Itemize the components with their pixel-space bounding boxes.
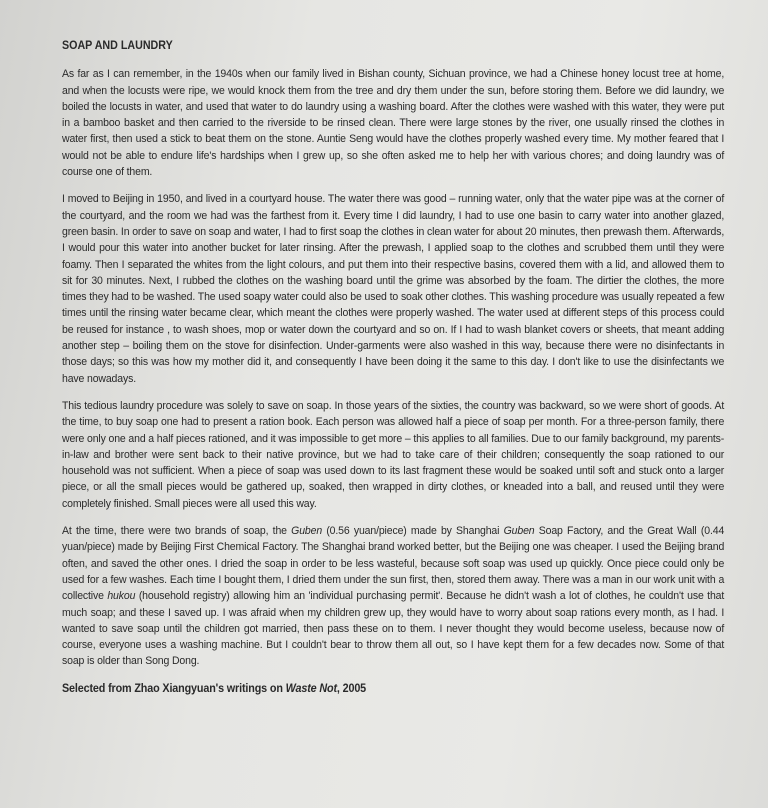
text-panel — [62, 38, 724, 697]
paragraph-1 — [62, 66, 724, 180]
paragraph-4 — [62, 523, 724, 670]
text-run: (0.56 yuan/piece) made by Shanghai — [322, 525, 504, 538]
credit-work-title: Waste Not — [285, 681, 337, 695]
credit-suffix: , 2005 — [336, 681, 367, 695]
text-run: This tedious laundry procedure was solely to save on soap. In those years of the sixties, the country was backward, so we were short of goods. At the time, to buy soap one had to present a ration book. Each person was allowed half a piece of soap per month. For a three-person family, there were only one and a half pieces rationed, and it was impossible to get more – this applies to all families. Due to our family background, my parents-in-law and brother were sent back to their native province, but we had to take care of their children; consequently the soap rationed to our household was not sufficient. When a piece of soap was used down to its last fragment these would be soaked until soft and stuck onto a larger piece, or all the small pieces would be gathered up, soaked, then wrapped in dirty clothes, or kneaded into a ball, and reused until they were completely finished. Small pieces were all used this way. — [62, 399, 725, 510]
paragraph-2 — [62, 191, 724, 387]
italic-term: Guben — [291, 525, 323, 538]
credit-prefix: Selected from Zhao Xiangyuan's writings on — [62, 681, 286, 695]
text-run: As far as I can remember, in the 1940s when our family lived in Bishan county, Sichuan province, we had a Chinese honey locust tree at home, and when the locusts were ripe, we would knock them from the tree and dry them under the sun, before storing them. Before we did laundry, we boiled the locusts in water, and used that water to do laundry using a washing board. After the clothes were washed with this water, they were put in a bamboo basket and then carried to the riverside to be rinsed clean. There were large stones by the river, one usually rinsed the clothes in water first, then used a stick to beat them on the stone. Auntie Seng would have the clothes properly washed every time. My mother feared that I would not be able to endure life's hardships when I grew up, so she often asked me to help her with various chores; and doing laundry was of course one of them. — [62, 68, 725, 179]
page-title: SOAP AND LAUNDRY — [62, 40, 173, 52]
italic-term: hukou — [107, 590, 136, 603]
text-run: (household registry) allowing him an 'individual purchasing permit'. Because he didn't wash a lot of clothes, he couldn't use that much soap; and these I saved up. I was afraid when my children grew up, they would have to worry about soap rations every month, as I had. I wanted to save soap until the children got married, then pass these on to them. I never thought they would become useless, because now of course, everyone uses a washing machine. But I couldn't bear to throw them all out, so I have kept them for a few decades now. Some of that soap is older than Song Dong. — [62, 590, 725, 668]
italic-term: Guben — [503, 525, 535, 538]
text-run: I moved to Beijing in 1950, and lived in a courtyard house. The water there was good – running water, only that the water pipe was at the corner of the courtyard, and the room we had was the farthest from it. Every time I did laundry, I had to use one basin to carry water into another glazed, green basin. In order to save on soap and water, I had to first soap the clothes in clean water for about 20 minutes, then prewash them. Afterwards, I would pour this water into another bucket for later rinsing. After the prewash, I applied soap to the clothes and scrubbed them until they were foamy. Then I separated the whites from the light colours, and put them into their respective basins, covered them with a lid, and allowed them to sit for 30 minutes. Next, I rubbed the clothes on the washing board until the grime was absorbed by the foam. The dirtier the clothes, the more times they had to be washed. The used soapy water could also be used to soak other clothes. This washing procedure was usually repeated a few times until the rinsing water became clear, which meant the clothes were properly washed. The water used at different steps of this process could be reused for instance , to wash shoes, mop or water down the courtyard and so on. If I had to wash blanket covers or sheets, that meant adding another step – boiling them on the stove for disinfection. Under-garments were also washed in this way, because there were no disinfectants in those days; so this was how my mother did it, and consequently I have been doing it the same to this day. I don't like to use the disinfectants we have nowadays. — [62, 193, 725, 385]
credit-line — [62, 681, 724, 697]
text-run: At the time, there were two brands of soap, the — [62, 525, 292, 538]
paragraph-3 — [62, 398, 724, 512]
text-run: Soap Factory, and the Great Wall (0.44 yuan/piece) made by Beijing First Chemical Factory. The Shanghai brand worked better, but the Beijing one was cheaper. I used the Beijing brand often, and saved the other ones. I dried the soap in order to be less wasteful, because soft soap was used up quickly. Once piece could only be used for a few washes. Each time I bought them, I dried them under the sun first, then, stored them away. There was a man in our work unit with a collective — [62, 525, 725, 603]
body-text — [62, 66, 724, 669]
